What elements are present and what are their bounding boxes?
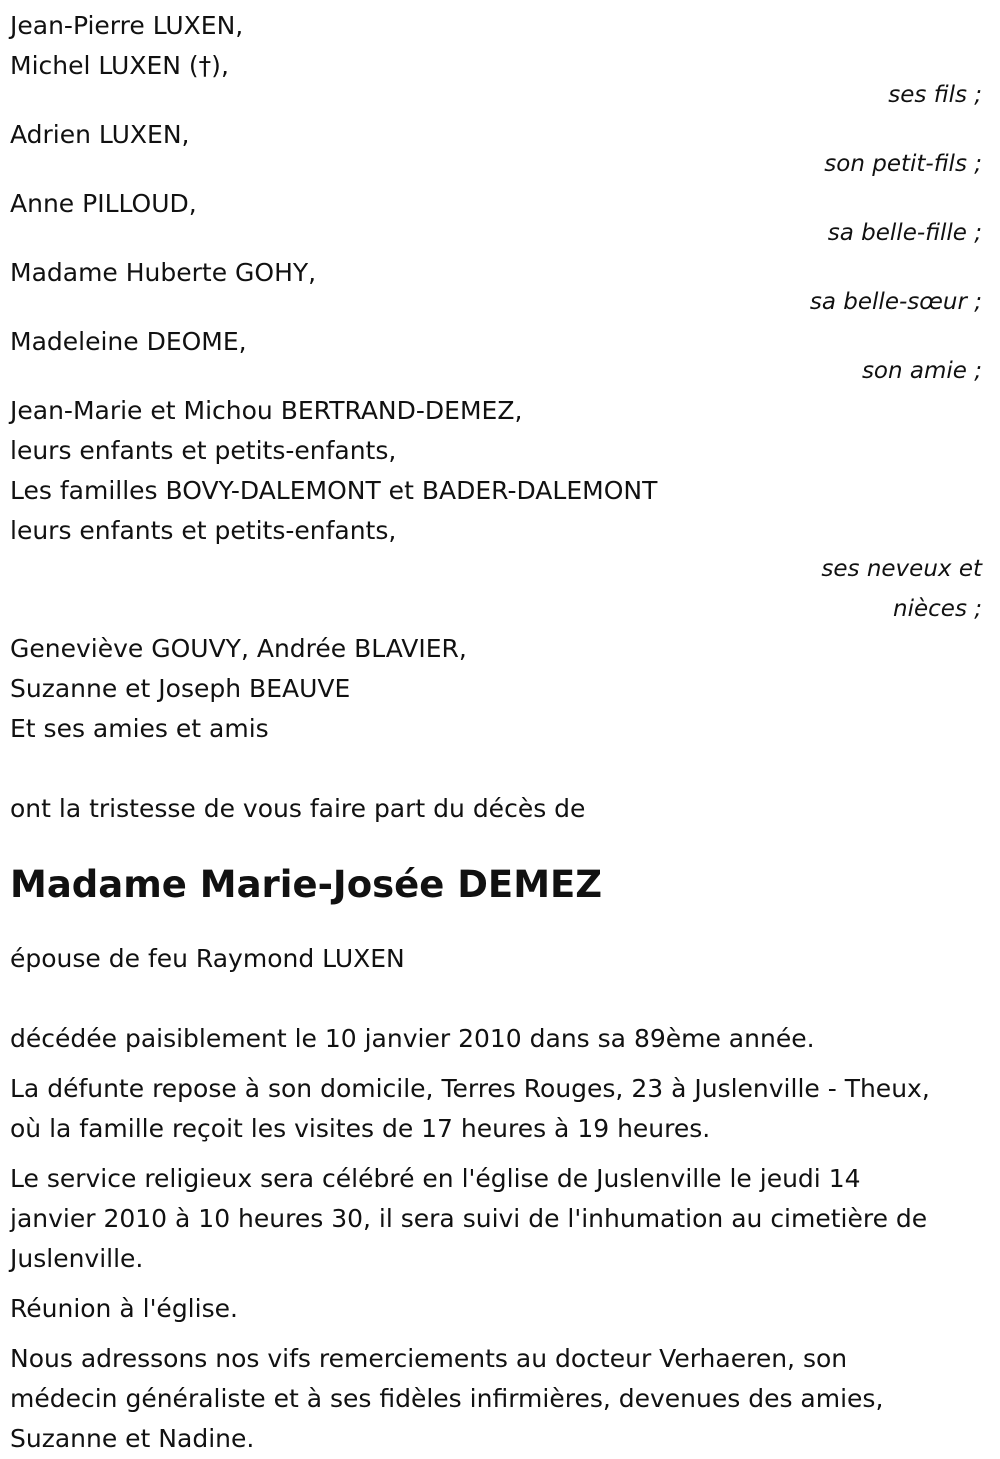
repose-line: La défunte repose à son domicile, Terres Rouges, 23 à Juslenville - Theux, [10,1074,930,1103]
family-group-sister-in-law [10,253,990,320]
family-group-friend [10,322,990,389]
family-name: Les familles BOVY-DALEMONT et BADER-DALEMONT [10,476,658,505]
thanks-line: Nous adressons nos vifs remerciements au docteur Verhaeren, son [10,1344,848,1373]
family-name: Michel LUXEN (†), [10,51,229,80]
family-name: Jean-Pierre LUXEN, [10,11,244,40]
reunion-line: Réunion à l'église. [10,1294,238,1323]
service-line: Juslenville. [10,1244,144,1273]
friend-line: Geneviève GOUVY, Andrée BLAVIER, [10,634,467,663]
friend-line: Et ses amies et amis [10,714,269,743]
friend-line: Suzanne et Joseph BEAUVE [10,674,351,703]
family-group-grandson [10,115,990,182]
relation-label: sa belle-sœur ; [809,289,982,315]
announcement-text: ont la tristesse de vous faire part du décès de [10,794,586,823]
death-notice: décédée paisiblement le 10 janvier 2010 dans sa 89ème année. [10,1024,815,1053]
family-name: Madeleine DEOME, [10,327,247,356]
relation-label: ses fils ; [888,82,982,108]
family-name: leurs enfants et petits-enfants, [10,516,397,545]
spouse-line: épouse de feu Raymond LUXEN [10,944,405,973]
family-name: leurs enfants et petits-enfants, [10,436,397,465]
thanks-line: médecin généraliste et à ses fidèles infirmières, devenues des amies, [10,1384,884,1413]
family-name: Anne PILLOUD, [10,189,197,218]
family-name: Madame Huberte GOHY, [10,258,317,287]
family-group-daughter-in-law [10,184,990,251]
repose-paragraph [10,1069,990,1149]
friends-list [10,629,990,749]
relation-label: son petit-fils ; [824,151,982,177]
family-name: Jean-Marie et Michou BERTRAND-DEMEZ, [10,396,523,425]
service-line: janvier 2010 à 10 heures 30, il sera suivi de l'inhumation au cimetière de [10,1204,928,1233]
thanks-paragraph [10,1339,990,1459]
repose-line: où la famille reçoit les visites de 17 heures à 19 heures. [10,1114,711,1143]
deceased-name: Madame Marie-Josée DEMEZ [10,863,603,906]
relation-label: sa belle-fille ; [827,220,982,246]
service-paragraph [10,1159,990,1279]
thanks-line: Suzanne et Nadine. [10,1424,255,1453]
relation-label: nièces ; [893,596,982,622]
service-line: Le service religieux sera célébré en l'église de Juslenville le jeudi 14 [10,1164,861,1193]
relation-label: ses neveux et [821,556,982,582]
family-group-sons [10,6,990,113]
relation-label: son amie ; [861,358,982,384]
family-group-nephews-nieces [10,391,990,629]
family-name: Adrien LUXEN, [10,120,190,149]
